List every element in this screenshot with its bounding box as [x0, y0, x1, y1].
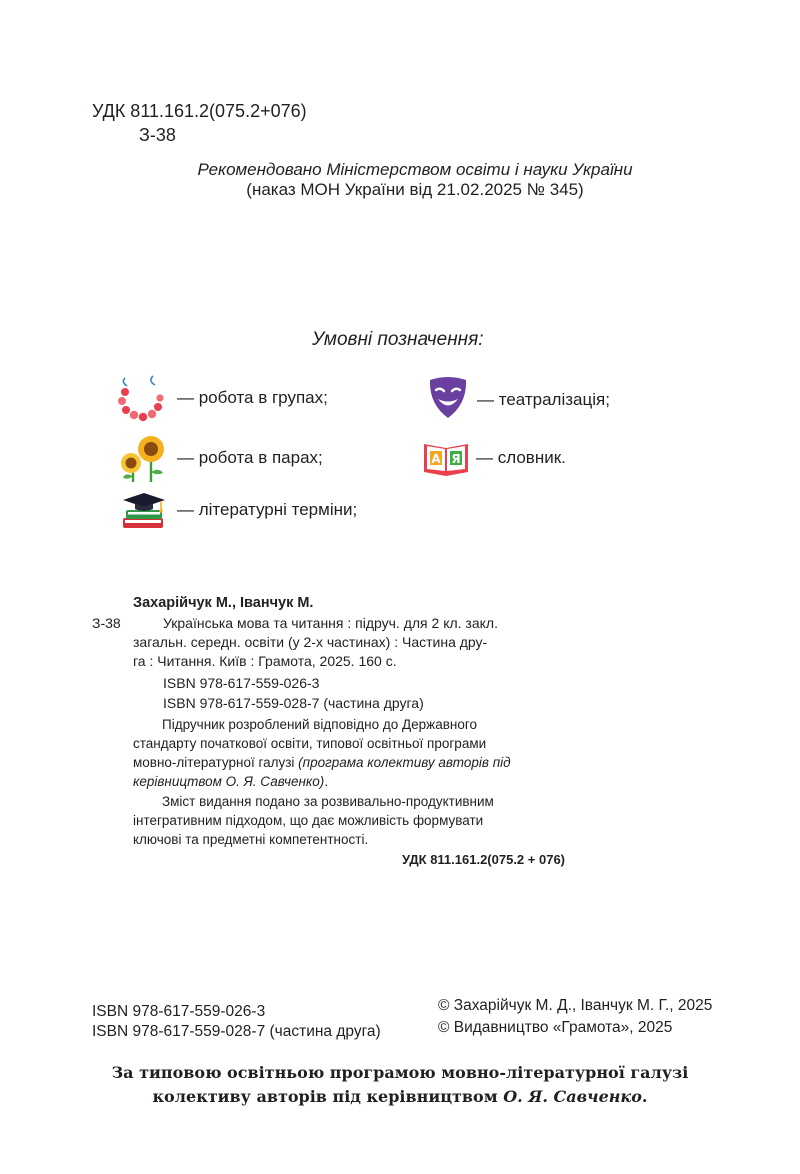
order-line: (наказ МОН України від 21.02.2025 № 345) — [246, 180, 584, 199]
program-note-text: . — [641, 1087, 648, 1106]
annotation-line: Зміст видання подано за розвивально-продуктивним — [162, 794, 494, 809]
dictionary-icon — [422, 438, 470, 478]
program-note-text: колективу авторів під керівництвом — [152, 1087, 504, 1106]
books-graduation-cap-icon — [113, 484, 171, 536]
legend-label-pairs: — робота в парах; — [177, 448, 323, 467]
catalog-isbn: ISBN 978-617-559-028-7 (частина друга) — [163, 695, 424, 711]
legend-item-theater — [425, 374, 610, 426]
legend-label-groups: — робота в групах; — [177, 388, 328, 407]
svg-text:А: А — [431, 452, 441, 466]
annotation-line: стандарту початкової освіти, типової освітньої програми — [133, 736, 487, 751]
legend-label-terms: — літературні терміни; — [177, 500, 358, 519]
catalog-desc-line: загальн. середн. освіти (у 2-х частинах) : Частина дру- — [133, 634, 488, 650]
annotation-italic: керівництвом О. Я. Савченко) — [133, 774, 325, 789]
catalog-desc-line: Українська мова та читання : підруч. для 2 кл. закл. — [163, 615, 498, 631]
annotation-line: Підручник розроблений відповідно до Державного — [162, 717, 477, 732]
legend-label-dictionary: — словник. — [476, 448, 566, 467]
legend-title: Умовні позначення: — [312, 329, 484, 350]
svg-text:Я: Я — [451, 452, 461, 466]
legend-item-groups — [113, 372, 328, 424]
catalog-udk: УДК 811.161.2(075.2 + 076) — [401, 852, 565, 867]
legend-item-pairs — [113, 432, 323, 484]
sunflowers-icon — [113, 432, 171, 484]
catalog-code: З-38 — [92, 615, 121, 631]
annotation-italic: (програма колективу авторів під — [298, 755, 511, 770]
catalog-desc-line: га : Читання. Київ : Грамота, 2025. 160 с. — [133, 653, 397, 669]
footer-isbn: ISBN 978-617-559-028-7 (частина друга) — [92, 1023, 381, 1040]
footer-isbn: ISBN 978-617-559-026-3 — [92, 1003, 266, 1020]
udk-code: УДК 811.161.2(075.2+076) — [92, 101, 307, 121]
annotation-text: . — [324, 774, 329, 789]
program-note-line: За типовою освітньою програмою мовно-літературної галузі — [111, 1063, 689, 1082]
recommendation-line: Рекомендовано Міністерством освіти і науки України — [197, 160, 633, 179]
library-code: З-38 — [139, 125, 176, 145]
annotation-text: мовно-літературної галузі — [133, 755, 299, 770]
legend-label-theater: — театралізація; — [477, 390, 610, 409]
program-note-line — [60, 1085, 740, 1109]
legend-item-terms — [113, 484, 357, 536]
catalog-isbn: ISBN 978-617-559-026-3 — [163, 675, 320, 691]
program-note-author: О. Я. Савченко — [503, 1087, 642, 1106]
copyright-publisher: © Видавництво «Грамота», 2025 — [438, 1019, 673, 1036]
annotation-line: інтегративним підходом, що дає можливість формувати — [133, 813, 484, 828]
annotation-line — [133, 754, 511, 772]
catalog-authors: Захарійчук М., Іванчук М. — [133, 595, 314, 611]
annotation-line: ключові та предметні компетентності. — [133, 832, 369, 847]
beads-icon — [113, 372, 171, 424]
legend-item-dictionary — [422, 438, 566, 478]
annotation-line — [133, 773, 328, 791]
copyright-authors: © Захарійчук М. Д., Іванчук М. Г., 2025 — [438, 997, 713, 1014]
theater-mask-icon — [425, 374, 471, 426]
